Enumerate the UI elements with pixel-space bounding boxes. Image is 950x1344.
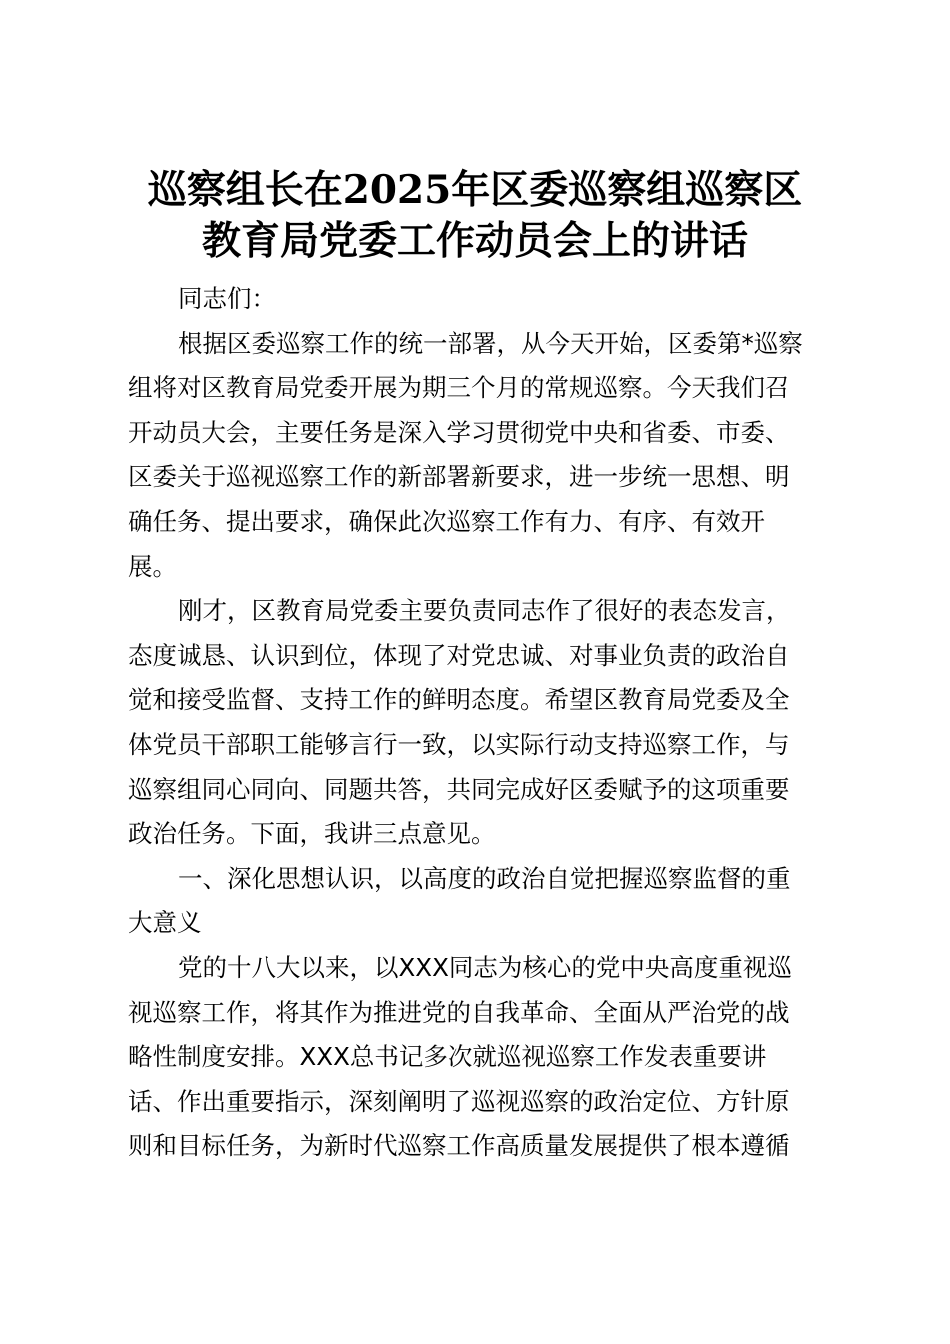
paragraph-line: 则和目标任务，为新时代巡察工作高质量发展提供了根本遵循 [128, 1131, 790, 1161]
document-title [100, 165, 850, 267]
title-line: 教育局党委工作动员会上的讲话 [201, 218, 748, 264]
paragraph-section-1 [128, 946, 834, 1169]
title-line: 巡察组长在2025年区委巡察组巡察区 [147, 167, 803, 213]
paragraph-line: 体党员干部职工能够言行一致，以实际行动支持巡察工作，与 [128, 729, 790, 759]
paragraph-line: 话、作出重要指示，深刻阐明了巡视巡察的政治定位、方针原 [128, 1086, 790, 1116]
salutation [128, 277, 834, 322]
heading-line: 一、深化思想认识，以高度的政治自觉把握巡察监督的重 [178, 863, 791, 893]
section-heading-1 [128, 857, 834, 946]
paragraph-line: 展。 [128, 551, 177, 581]
paragraph-line: 根据区委巡察工作的统一部署，从今天开始，区委第*巡察 [178, 328, 803, 358]
document-body [128, 277, 834, 1169]
paragraph-line: 态度诚恳、认识到位，体现了对党忠诚、对事业负责的政治自 [128, 640, 790, 670]
paragraph-line: 觉和接受监督、支持工作的鲜明态度。希望区教育局党委及全 [128, 685, 790, 715]
paragraph-line: 略性制度安排。XXX总书记多次就巡视巡察工作发表重要讲 [128, 1042, 767, 1072]
paragraph-line: 巡察组同心同向、同题共答，共同完成好区委赋予的这项重要 [128, 774, 790, 804]
paragraph-line: 区委关于巡视巡察工作的新部署新要求，进一步统一思想、明 [128, 462, 790, 492]
heading-line: 大意义 [128, 908, 202, 938]
paragraph-response [128, 589, 834, 857]
paragraph-line: 视巡察工作，将其作为推进党的自我革命、全面从严治党的战 [128, 997, 790, 1027]
paragraph-line: 确任务、提出要求，确保此次巡察工作有力、有序、有效开 [128, 506, 765, 536]
salutation-text: 同志们： [178, 284, 276, 313]
paragraph-line: 组将对区教育局党委开展为期三个月的常规巡察。今天我们召 [128, 373, 790, 403]
paragraph-line: 开动员大会，主要任务是深入学习贯彻党中央和省委、市委、 [128, 417, 790, 447]
paragraph-line: 政治任务。下面，我讲三点意见。 [128, 819, 496, 849]
paragraph-line: 党的十八大以来，以XXX同志为核心的党中央高度重视巡 [178, 952, 792, 982]
paragraph-line: 刚才，区教育局党委主要负责同志作了很好的表态发言， [178, 596, 791, 626]
paragraph-intro [128, 322, 834, 590]
